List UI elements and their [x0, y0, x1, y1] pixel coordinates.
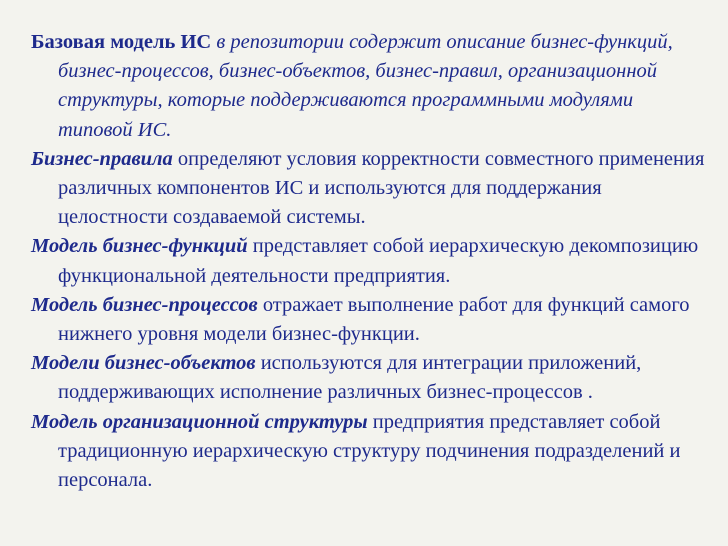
slide-body — [31, 28, 711, 495]
term-business-objects: Модели бизнес-объектов — [31, 352, 256, 375]
paragraph-business-functions — [31, 232, 711, 290]
term-base-model: Базовая модель ИС — [31, 31, 212, 53]
term-org-structure: Модель организационной структуры — [31, 410, 368, 433]
paragraph-business-rules — [31, 145, 711, 233]
term-business-processes: Модель бизнес-процессов — [31, 293, 258, 316]
term-business-functions: Модель бизнес-функций — [31, 235, 248, 258]
definition-business-functions: представляет собой иерархическую декомпозицию функциональной деятельности предприятия. — [58, 235, 699, 287]
term-business-rules: Бизнес-правила — [31, 147, 173, 170]
paragraph-business-processes — [31, 291, 711, 349]
paragraph-org-structure — [31, 408, 711, 496]
definition-business-rules: определяют условия корректности совместного применения различных компонентов ИС и используются для поддержания целостности создаваемой системы. — [58, 147, 705, 229]
paragraph-base-model — [31, 28, 711, 145]
definition-business-processes: отражает выполнение работ для функций самого нижнего уровня модели бизнес-функции. — [58, 293, 690, 346]
definition-org-structure: предприятия представляет собой традиционную иерархическую структуру подчинения подразделений и персонала. — [58, 410, 681, 492]
definition-business-objects: используются для интеграции приложений, поддерживающих исполнение различных бизнес-процессов . — [58, 352, 642, 404]
definition-base-model: в репозитории содержит описание бизнес-функций, бизнес-процессов, бизнес-объектов, бизнес-правил, организационной структуры, которые поддерживаются программными модулями типовой ИС. — [58, 31, 673, 141]
paragraph-business-objects — [31, 349, 711, 407]
